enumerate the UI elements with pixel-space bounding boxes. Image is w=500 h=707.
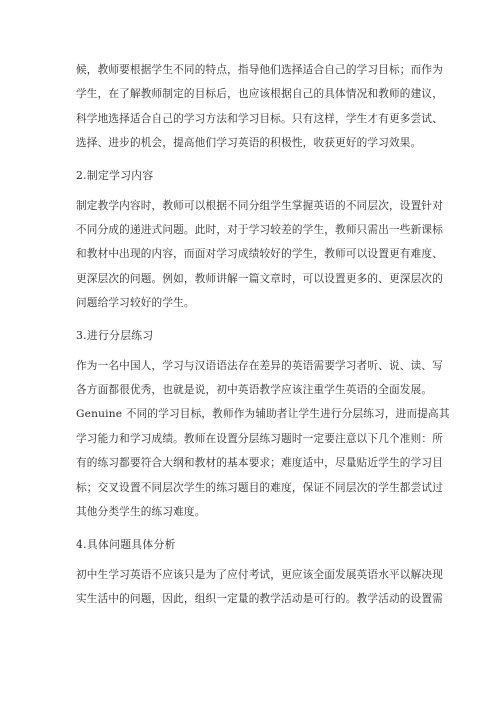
text-line: 其他分类学生的练习难度。: [76, 506, 206, 519]
text-line: 实生活中的问题，因此，组织一定量的教学活动是可行的。教学活动的设置需: [76, 592, 443, 605]
text-line: 选择、进步的机会，提高他们学习英语的积极性，收获更好的学习效果。: [76, 137, 422, 150]
document-body: [76, 58, 450, 611]
paragraph: [76, 354, 450, 525]
text-line: 问题给学习较好的学生。: [76, 297, 195, 310]
paragraph: [76, 194, 443, 316]
text-line: 各方面都很优秀，也就是说，初中英语教学应该注重学生英语的全面发展。: [76, 384, 433, 397]
text-line: 有的练习都要符合大纲和教材的基本要求；难度适中，尽量贴近学生的学习目: [76, 457, 443, 470]
section-heading: 4.具体问题具体分析: [76, 537, 176, 551]
text-line: 初中生学习英语不应该只是为了应付考试，更应该全面发展英语水平以解决现: [76, 568, 443, 581]
section-heading: 3.进行分层练习: [76, 328, 154, 342]
text-line: 和教材中出现的内容，而面对学习成绩较好的学生，教师可以设置更有难度、: [76, 248, 443, 261]
text-line: 科学地选择适合自己的学习方法和学习目标。只有这样，学生才有更多尝试、: [76, 112, 443, 125]
text-line: 候，教师要根据学生不同的特点，指导他们选择适合自己的学习目标；而作为: [76, 64, 443, 76]
section-heading: 2.制定学习内容: [76, 168, 154, 182]
text-line: 不同分成的递进式问题。此时，对于学习较差的学生，教师只需出一些新课标: [76, 224, 443, 237]
text-line: 标；交叉设置不同层次学生的练习题目的难度，保证不同层次的学生都尝试过: [76, 481, 443, 494]
paragraph: [76, 58, 443, 156]
paragraph: [76, 563, 443, 612]
text-line: 制定教学内容时，教师可以根据不同分组学生掌握英语的不同层次，设置针对: [76, 199, 443, 212]
text-line: 作为一名中国人，学习与汉语语法存在差异的英语需要学习者听、说、读、写: [76, 359, 443, 372]
text-line: 学生，在了解教师制定的目标后，也应该根据自己的具体情况和教师的建议，: [76, 88, 443, 101]
text-line: Genuine 不同的学习目标，教师作为辅助者让学生进行分层练习，进而提高其: [76, 408, 450, 421]
text-line: 更深层次的问题。例如，教师讲解一篇文章时，可以设置更多的、更深层次的: [76, 272, 443, 285]
text-line: 学习能力和学习成绩。教师在设置分层练习题时一定要注意以下几个准则：所: [76, 432, 443, 445]
